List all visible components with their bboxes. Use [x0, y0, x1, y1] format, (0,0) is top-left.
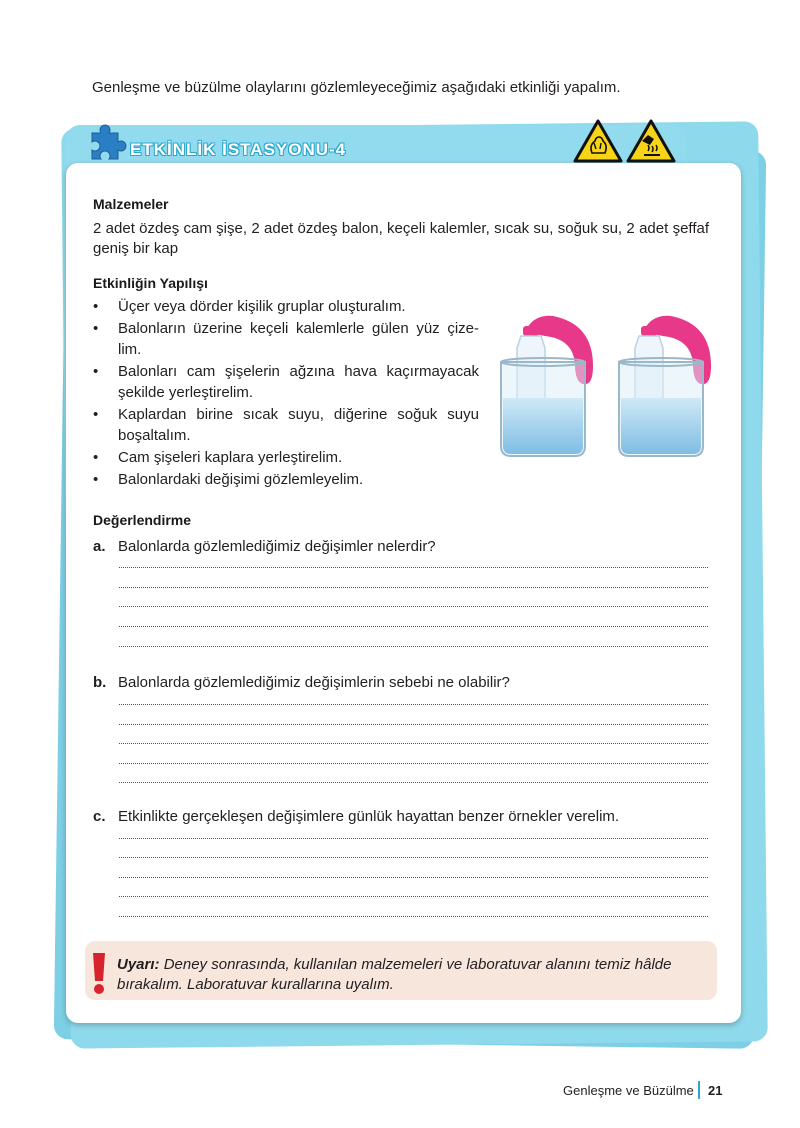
answer-line[interactable]: [119, 781, 708, 783]
answer-line[interactable]: [119, 895, 708, 897]
answer-line[interactable]: [119, 915, 708, 917]
step-item: • Üçer veya dörder kişilik gruplar oluşturalım.: [93, 296, 479, 317]
hot-surface-warning-icon: [573, 119, 623, 163]
step-item: • Balonlardaki değişimi gözlemleyelim.: [93, 469, 479, 490]
bottles-with-balloons-illustration: [497, 312, 727, 462]
materials-heading: Malzemeler: [93, 196, 169, 212]
materials-text: 2 adet özdeş cam şişe, 2 adet özdeş balon, keçeli kalemler, sıcak su, soğuk su, 2 adet şeffaf geniş bir kap: [93, 220, 709, 257]
page-number: 21: [708, 1083, 723, 1098]
footer-separator: [698, 1081, 700, 1099]
right-setup: [619, 316, 711, 456]
warning-text: [117, 955, 707, 995]
question-text: Etkinlikte gerçekleşen değişimlere günlük hayattan benzer örnekler verelim.: [118, 808, 620, 825]
question-text: Balonlarda gözlemlediğimiz değişimler nelerdir?: [118, 538, 436, 555]
answer-line[interactable]: [119, 703, 708, 705]
exclamation-icon: [89, 951, 109, 995]
question-letter: b.: [93, 674, 107, 691]
answer-line[interactable]: [119, 586, 708, 588]
answer-line[interactable]: [119, 837, 708, 839]
question-a: [93, 538, 436, 555]
answer-line[interactable]: [119, 856, 708, 858]
warning-label: Uyarı:: [117, 956, 160, 973]
question-c: [93, 808, 619, 825]
answer-line[interactable]: [119, 605, 708, 607]
procedure-steps: [93, 296, 479, 491]
question-letter: a.: [93, 538, 106, 555]
answer-line[interactable]: [119, 762, 708, 764]
evaluation-heading: Değerlendirme: [93, 512, 192, 528]
answer-line[interactable]: [119, 645, 708, 647]
step-item: • Balonların üzerine keçeli kalemlerle gülen yüz çize-lim.: [93, 318, 479, 360]
left-setup: [501, 316, 593, 456]
puzzle-icon: [86, 121, 130, 165]
question-letter: c.: [93, 808, 106, 825]
answer-line[interactable]: [119, 723, 708, 725]
question-text: Balonlarda gözlemlediğimiz değişimlerin sebebi ne olabilir?: [118, 674, 510, 691]
question-b: [93, 674, 510, 691]
station-title: ETKİNLİK İSTASYONU-4: [130, 140, 347, 159]
warning-body: Deney sonrasında, kullanılan malzemeleri ve laboratuvar alanını temiz hâlde bırakalım. Laboratuvar kurallarına uyalım.: [117, 956, 672, 993]
heat-warning-icon: [626, 119, 676, 163]
activity-card: [66, 163, 741, 1023]
answer-line[interactable]: [119, 876, 708, 878]
footer-chapter: Genleşme ve Büzülme: [563, 1083, 694, 1098]
answer-line[interactable]: [119, 566, 708, 568]
step-item: • Cam şişeleri kaplara yerleştirelim.: [93, 447, 479, 468]
step-item: • Balonları cam şişelerin ağzına hava kaçırmayacak şekilde yerleştirelim.: [93, 361, 479, 403]
answer-line[interactable]: [119, 625, 708, 627]
intro-text: Genleşme ve büzülme olaylarını gözlemleyeceğimiz aşağıdaki etkinliği yapalım.: [92, 79, 621, 96]
procedure-heading: Etkinliğin Yapılışı: [93, 275, 208, 291]
step-item: • Kaplardan birine sıcak suyu, diğerine soğuk suyu boşaltalım.: [93, 404, 479, 446]
answer-line[interactable]: [119, 742, 708, 744]
